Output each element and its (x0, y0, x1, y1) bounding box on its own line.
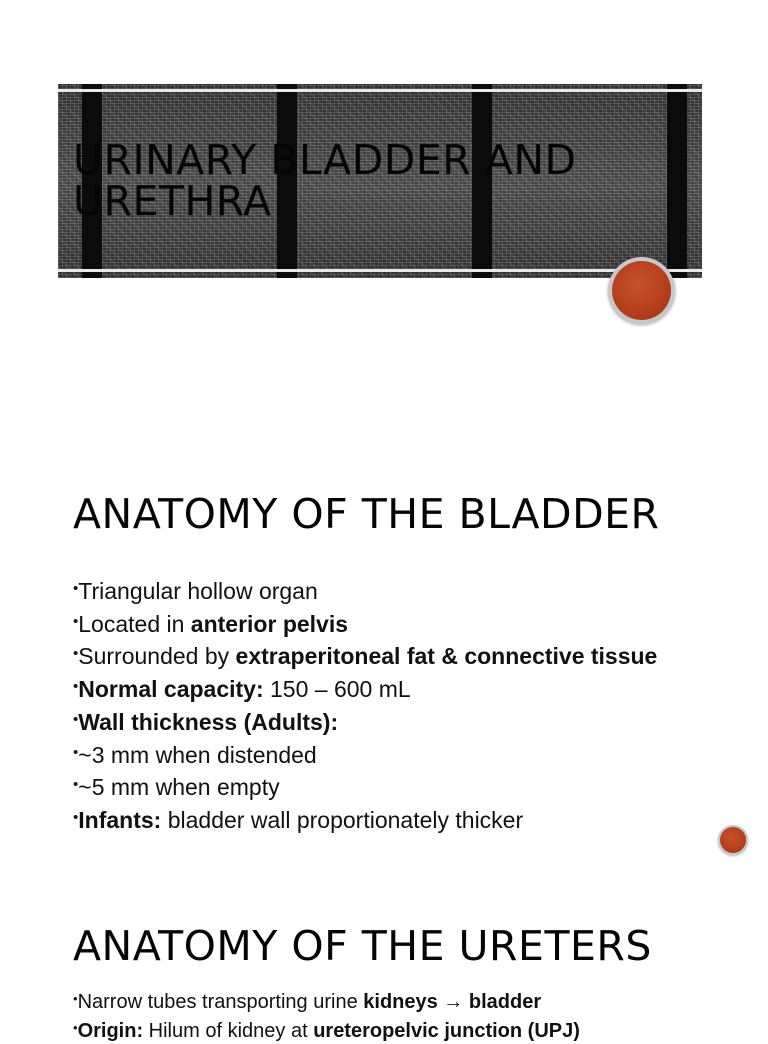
bullet-text: ~3 mm when distended (78, 741, 317, 768)
bullet-marker: • (73, 991, 78, 1006)
bullet-text: Located in (78, 610, 191, 637)
bullet-marker: • (73, 645, 79, 663)
bullet-text: ~5 mm when empty (78, 774, 280, 801)
title-slide[interactable] (0, 0, 768, 432)
bullet-item (73, 770, 657, 803)
bullet-bold-text: Normal capacity: (78, 676, 264, 703)
bullet-list (73, 574, 657, 836)
title-band-bottom-rule (58, 269, 702, 272)
bullet-item (73, 672, 657, 705)
bullet-bold-text: kidneys → bladder (363, 991, 542, 1013)
decorative-orb-small (718, 825, 748, 855)
bullet-item (73, 607, 657, 640)
bullet-text: Surrounded by (78, 643, 236, 670)
bullet-item (73, 803, 657, 836)
bullet-text: Narrow tubes transporting urine (77, 991, 364, 1013)
bullet-bold-text: Wall thickness (Adults): (78, 708, 339, 735)
bullet-bold-text: anterior pelvis (190, 610, 349, 637)
bullet-text: Triangular hollow organ (78, 578, 318, 604)
bullet-text-tail: Hilum of kidney at (143, 1020, 314, 1042)
bullet-text-tail: 150 – 600 mL (263, 676, 411, 703)
slide-heading: ANATOMY OF THE URETERS (73, 922, 652, 970)
bullet-marker: • (73, 710, 79, 728)
slide-heading: ANATOMY OF THE BLADDER (73, 490, 660, 538)
bullet-item (73, 1015, 580, 1044)
bullet-bold-text: Origin: (77, 1020, 144, 1042)
bullet-item (73, 574, 657, 607)
bullet-item (73, 639, 657, 672)
bullet-marker: • (73, 1020, 78, 1035)
bullet-marker: • (73, 678, 79, 696)
ureters-anatomy-slide[interactable] (0, 864, 768, 1042)
bullet-marker: • (73, 612, 79, 630)
bullet-bold-text-2: ureteropelvic junction (UPJ) (313, 1020, 580, 1042)
bladder-anatomy-slide[interactable] (0, 432, 768, 864)
bullet-bold-text: Infants: (78, 806, 162, 833)
presentation-title: URINARY BLADDER AND URETHRA (73, 136, 577, 225)
bullet-item (73, 986, 580, 1015)
bullet-list (73, 986, 580, 1044)
bullet-marker: • (73, 808, 79, 826)
title-band-top-rule (58, 89, 702, 92)
bullet-bold-text: extraperitoneal fat & connective tissue (235, 643, 658, 670)
bullet-item (73, 738, 657, 771)
bullet-text-tail: bladder wall proportionately thicker (161, 806, 524, 833)
bullet-marker: • (73, 776, 79, 794)
decorative-orb (608, 257, 675, 324)
bullet-marker: • (73, 743, 79, 761)
bullet-marker: • (73, 580, 79, 597)
bullet-item (73, 705, 657, 738)
